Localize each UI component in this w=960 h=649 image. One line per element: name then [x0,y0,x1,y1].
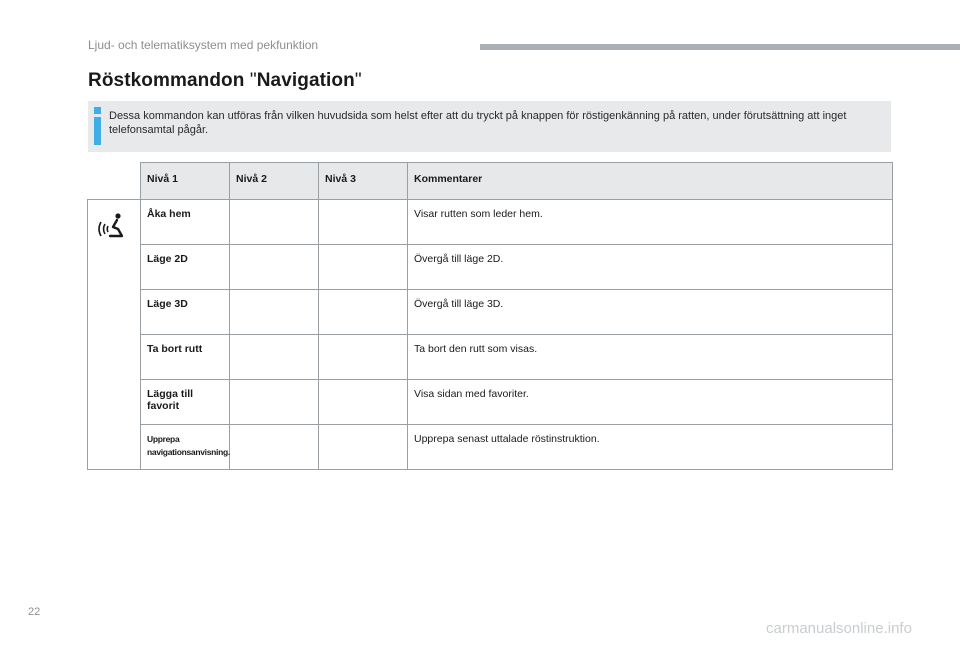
row-level1: Upprepa navigationsanvisning. [141,425,230,470]
row-level3 [319,380,408,425]
row-level1: Läge 3D [141,290,230,335]
table-row [88,200,893,245]
row-level3 [319,290,408,335]
title-close-quote: " [354,70,362,91]
row-level1: Åka hem [141,200,230,245]
info-icon [94,107,101,146]
table-header-comments: Kommentarer [408,163,893,200]
table-header-blank [88,163,141,200]
table-row [88,425,893,470]
table-header-level2: Nivå 2 [230,163,319,200]
title-name: Navigation [256,70,355,91]
table-row [88,245,893,290]
page-title [88,70,362,92]
header-bar [480,44,960,50]
table-row [88,290,893,335]
row-level3 [319,200,408,245]
row-comment: Visa sidan med favoriter. [408,380,893,425]
row-level3 [319,425,408,470]
row-comment: Övergå till läge 2D. [408,245,893,290]
row-comment: Övergå till läge 3D. [408,290,893,335]
row-comment: Visar rutten som leder hem. [408,200,893,245]
command-table [87,162,893,470]
watermark: carmanualsonline.info [766,620,912,637]
page-number: 22 [28,606,41,618]
title-prefix: Röstkommandon [88,70,250,91]
row-level2 [230,335,319,380]
row-level2 [230,290,319,335]
row-level1: Lägga till favorit [141,380,230,425]
info-box [88,101,891,152]
info-text: Dessa kommandon kan utföras från vilken huvudsida som helst efter att du tryckt på knappen för röstigenkänning på ratten, under förutsättning att inget telefonsamtal pågår. [109,110,847,136]
icon-cell [88,200,141,470]
section-header: Ljud- och telematiksystem med pekfunktion [88,38,319,52]
voice-command-icon [96,210,130,244]
row-level2 [230,245,319,290]
row-level2 [230,200,319,245]
row-level1: Läge 2D [141,245,230,290]
row-level2 [230,380,319,425]
table-row [88,335,893,380]
table-header-level1: Nivå 1 [141,163,230,200]
row-level3 [319,335,408,380]
row-level1: Ta bort rutt [141,335,230,380]
row-comment: Upprepa senast uttalade röstinstruktion. [408,425,893,470]
row-level2 [230,425,319,470]
row-level3 [319,245,408,290]
table-header-level3: Nivå 3 [319,163,408,200]
row-comment: Ta bort den rutt som visas. [408,335,893,380]
title-open-quote: " [249,70,257,91]
table-row [88,380,893,425]
